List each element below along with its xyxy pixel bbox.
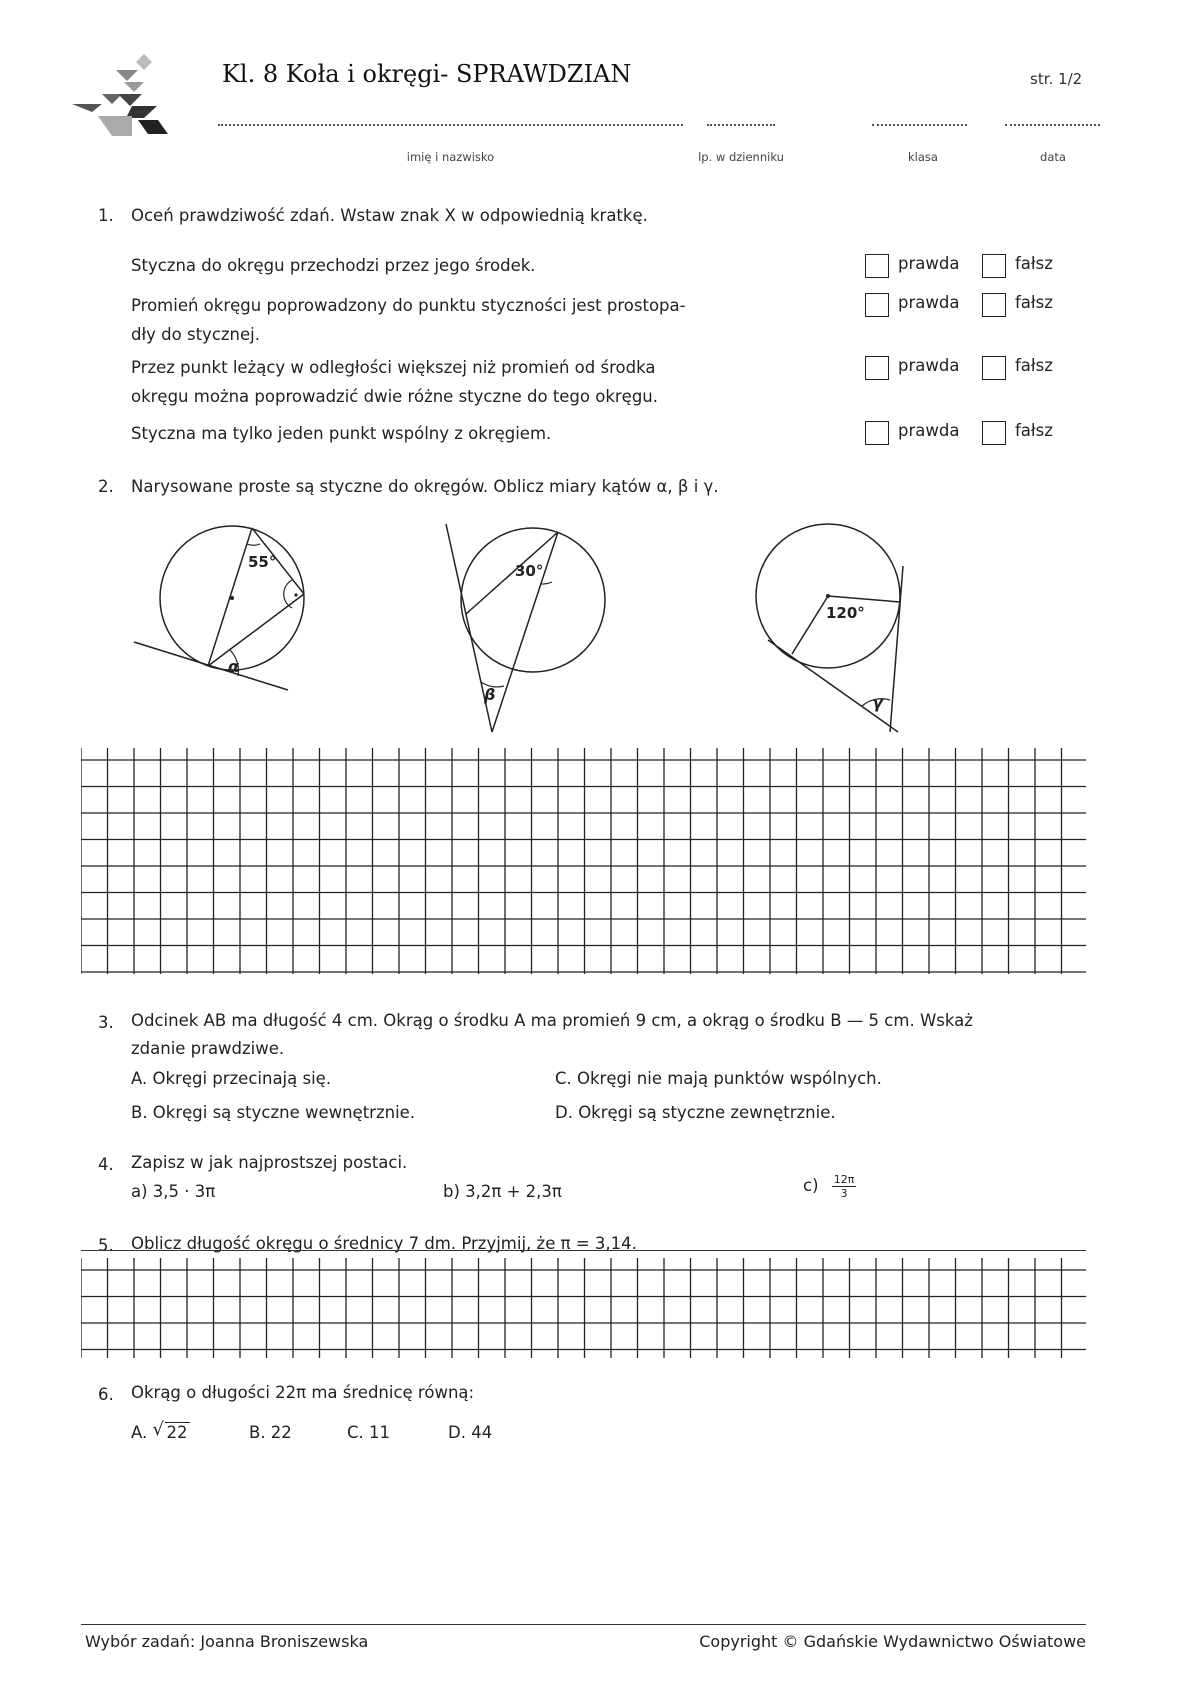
footer-copyright: Copyright © Gdańskie Wydawnictwo Oświatowe <box>699 1632 1086 1651</box>
q3-option-d[interactable]: D. Okręgi są styczne zewnętrznie. <box>555 1103 836 1122</box>
q3-option-a[interactable]: A. Okręgi przecinają się. <box>131 1069 332 1088</box>
q1-statement-2-line1: Promień okręgu poprowadzony do punktu styczności jest prostopa- <box>131 296 686 315</box>
q1-statement-4: Styczna ma tylko jeden punkt wspólny z okręgiem. <box>131 424 552 443</box>
q4-part-c <box>803 1172 856 1200</box>
class-number-field-label: lp. w dzienniku <box>698 150 784 164</box>
q2-fig1-unknown-label: α <box>228 657 239 676</box>
q2-fig3-unknown-label: γ <box>872 693 883 712</box>
q4-prompt: Zapisz w jak najprostszej postaci. <box>131 1153 408 1172</box>
class-number-field-line[interactable] <box>707 124 775 126</box>
q6-option-b[interactable]: B. 22 <box>249 1423 292 1442</box>
q1-s4-false-checkbox[interactable] <box>982 421 1006 445</box>
q4-part-c-prefix: c) <box>803 1176 819 1195</box>
q6-option-a-sqrt: √ 22 <box>152 1419 188 1442</box>
q2-figures <box>110 518 930 740</box>
q3-prompt-line2: zdanie prawdziwe. <box>131 1039 285 1058</box>
q3-prompt-line1: Odcinek AB ma długość 4 cm. Okrąg o środku A ma promień 9 cm, a okrąg o środku B — 5 cm. Wskaż <box>131 1011 973 1030</box>
q1-s2-false-checkbox[interactable] <box>982 293 1006 317</box>
q5-answer-grid[interactable] <box>81 1258 1086 1358</box>
q4-number: 4. <box>98 1155 114 1174</box>
q6-option-c[interactable]: C. 11 <box>347 1423 391 1442</box>
name-field-line[interactable] <box>218 124 683 126</box>
q1-s1-true-label: prawda <box>898 254 960 273</box>
q1-s3-false-label: fałsz <box>1015 356 1053 375</box>
q2-number: 2. <box>98 477 114 496</box>
q6-option-a[interactable] <box>131 1419 190 1447</box>
q4-part-a: a) 3,5 · 3π <box>131 1182 216 1201</box>
q2-fig2-angle-label: 30° <box>515 562 544 580</box>
q2-fig1-angle-label: 55° <box>248 553 277 571</box>
q2-fig3-angle-label: 120° <box>826 604 865 622</box>
publisher-logo <box>72 54 182 144</box>
q2-figure-3 <box>756 524 903 732</box>
page-number: str. 1/2 <box>1030 70 1083 88</box>
page-title: Kl. 8 Koła i okręgi- SPRAWDZIAN <box>222 60 632 88</box>
q3-number: 3. <box>98 1013 114 1032</box>
q4-fraction-numerator: 12π <box>833 1173 855 1186</box>
q5-separator <box>81 1250 1086 1251</box>
class-field-line[interactable] <box>872 124 967 126</box>
q6-option-a-radicand: 22 <box>166 1423 188 1442</box>
q2-answer-grid[interactable] <box>81 748 1086 974</box>
q1-s3-true-label: prawda <box>898 356 960 375</box>
q1-s2-true-label: prawda <box>898 293 960 312</box>
q3-prompt <box>131 1007 1086 1063</box>
q4-part-c-fraction <box>832 1173 857 1200</box>
class-field-label: klasa <box>908 150 938 164</box>
q1-s1-true-checkbox[interactable] <box>865 254 889 278</box>
q1-s3-false-checkbox[interactable] <box>982 356 1006 380</box>
q2-prompt: Narysowane proste są styczne do okręgów. Oblicz miary kątów α, β i γ. <box>131 477 719 496</box>
q1-statement-2 <box>131 291 751 349</box>
q4-part-b: b) 3,2π + 2,3π <box>443 1182 562 1201</box>
q4-fraction-denominator: 3 <box>840 1187 848 1200</box>
q1-number: 1. <box>98 206 114 225</box>
q6-option-a-prefix: A. <box>131 1423 148 1442</box>
q1-statement-1: Styczna do okręgu przechodzi przez jego środek. <box>131 256 536 275</box>
q1-prompt: Oceń prawdziwość zdań. Wstaw znak X w odpowiednią kratkę. <box>131 206 648 225</box>
q6-option-d[interactable]: D. 44 <box>448 1423 493 1442</box>
q1-s2-true-checkbox[interactable] <box>865 293 889 317</box>
q1-s4-true-label: prawda <box>898 421 960 440</box>
q1-s1-false-label: fałsz <box>1015 254 1053 273</box>
q5-prompt: Oblicz długość okręgu o średnicy 7 dm. Przyjmij, że π = 3,14. <box>131 1234 637 1253</box>
q6-number: 6. <box>98 1385 114 1404</box>
q3-option-c[interactable]: C. Okręgi nie mają punktów wspólnych. <box>555 1069 882 1088</box>
date-field-label: data <box>1040 150 1066 164</box>
q2-fig2-unknown-label: β <box>484 685 496 704</box>
q1-s4-true-checkbox[interactable] <box>865 421 889 445</box>
q1-s2-false-label: fałsz <box>1015 293 1053 312</box>
q1-statement-3 <box>131 353 751 411</box>
footer-divider <box>81 1624 1086 1625</box>
footer-author: Wybór zadań: Joanna Broniszewska <box>85 1632 369 1651</box>
q1-statement-3-line2: okręgu można poprowadzić dwie różne styczne do tego okręgu. <box>131 387 659 406</box>
q6-prompt: Okrąg o długości 22π ma średnicę równą: <box>131 1383 475 1402</box>
name-field-label: imię i nazwisko <box>406 150 495 164</box>
q2-figure-1 <box>134 526 304 690</box>
q1-statement-2-line2: dły do stycznej. <box>131 325 260 344</box>
q5-number: 5. <box>98 1236 114 1255</box>
q1-statement-3-line1: Przez punkt leżący w odległości większej niż promień od środka <box>131 358 656 377</box>
q1-s3-true-checkbox[interactable] <box>865 356 889 380</box>
q2-figure-2 <box>446 524 605 732</box>
date-field-line[interactable] <box>1005 124 1100 126</box>
q3-option-b[interactable]: B. Okręgi są styczne wewnętrznie. <box>131 1103 416 1122</box>
q1-s4-false-label: fałsz <box>1015 421 1053 440</box>
q1-s1-false-checkbox[interactable] <box>982 254 1006 278</box>
